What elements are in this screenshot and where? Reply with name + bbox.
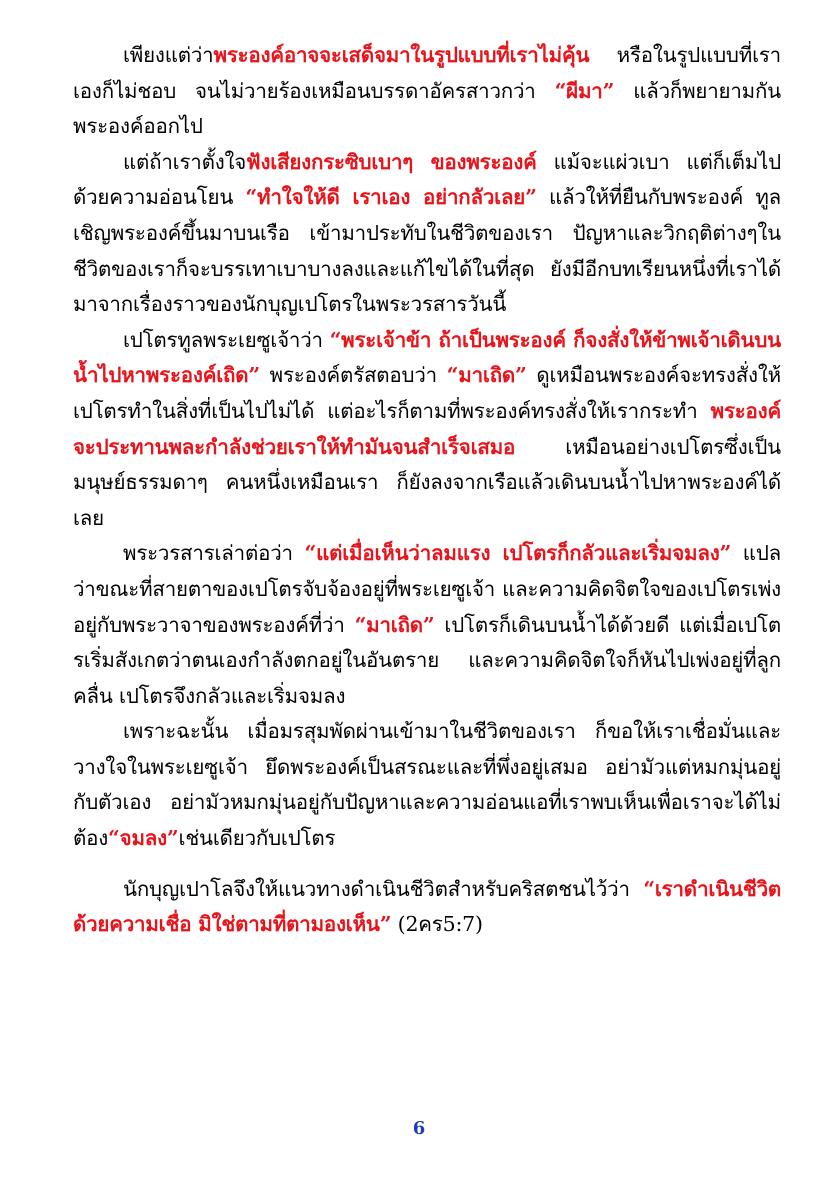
text-segment: แม้จะแผ่วเบา แต่ก็เต็มไปด้วยความอ่อนโยน [73, 149, 781, 210]
highlighted-text: “มาเถิด” [446, 363, 527, 388]
text-segment: นักบุญเปาโลจึงให้แนวทางดำเนินชีวิตสำหรับคริสตชนไว้ว่า [123, 876, 644, 901]
text-segment: แล้วก็พยายามกันพระองค์ออกไป [73, 78, 781, 139]
text-segment: แต่ถ้าเราตั้งใจ [123, 149, 247, 174]
text-segment: พระวรสารเล่าต่อว่า [123, 541, 305, 566]
text-segment: พระองค์ตรัสตอบว่า [259, 363, 447, 388]
highlighted-text: พระองค์จะประทานพละกำลังช่วยเราให้ทำมันจนสำเร็จเสมอ [73, 398, 781, 459]
text-segment: ดูเหมือนพระองค์จะทรงสั่งให้เปโตรทำในสิ่งที่เป็นไปไม่ได้ แต่อะไรก็ตามที่พระองค์ทรงสั่งให้เรากระทำ [73, 363, 781, 423]
text-segment: (2คร5:7) [391, 912, 483, 937]
highlighted-text: ฟังเสียงกระซิบเบาๆ ของพระองค์ [246, 149, 537, 174]
text-segment: เหมือนอย่างเปโตรซึ่งเป็นมนุษย์ธรรมดาๆ คนหนึ่งเหมือนเรา ก็ยังลงจากเรือแล้วเดินบนน้ำไปหาพระองค์ได้เลย [73, 434, 781, 530]
paragraph-1 [73, 38, 781, 145]
highlighted-text: “เราดำเนินชีวิตด้วยความเชื่อ มิใช่ตามที่ตามองเห็น” [73, 876, 781, 937]
highlighted-text: พระองค์อาจจะเสด็จมาในรูปแบบที่เราไม่คุ้น [213, 43, 590, 67]
text-segment: แปลว่าขณะที่สายตาของเปโตรจับจ้องอยู่ที่พระเยซูเจ้า และความคิดจิตใจของเปโตรเพ่งอยู่กับพระวาจาของพระองค์ที่ว่า [73, 541, 781, 637]
paragraph-2 [73, 145, 781, 323]
text-segment: เพราะฉะนั้น เมื่อมรสุมพัดผ่านเข้ามาในชีวิตของเรา ก็ขอให้เราเชื่อมั่นและวางใจในพระเยซูเจ้า ยึดพระองค์เป็นสรณะและที่พึ่งอยู่เสมอ อย่ามัวแต่หมกมุ่นอยู่กับตัวเอง อย่ามัวหมกมุ่นอยู่กับปัญหาและความอ่อนแอที่เราพบเห็นเพื่อเราจะได้ไม่ต้อง [73, 719, 781, 851]
text-segment: เปโตรก็เดินบนน้ำได้ด้วยดี แต่เมื่อเปโตรเริ่มสังเกตว่าตนเองกำลังตกอยู่ในอันตราย และความคิดจิตใจก็หันไปเพ่งอยู่ที่ลูกคลื่น เปโตรจึงกลัวและเริ่มจมลง [73, 612, 781, 708]
paragraph-6 [73, 872, 781, 943]
text-segment: เพียงแต่ว่า [123, 43, 214, 67]
text-segment: หรือในรูปแบบที่เราเองก็ไม่ชอบ จนไม่วายร้องเหมือนบรรดาอัครสาวกว่า [73, 43, 781, 103]
text-segment: เช่นเดียวกับเปโตร [178, 826, 336, 851]
paragraph-3 [73, 323, 781, 537]
page-number: 6 [412, 1118, 426, 1139]
highlighted-text: “ผีมา” [554, 78, 615, 103]
highlighted-text: “จมลง” [108, 826, 179, 851]
highlighted-text: “มาเถิด” [354, 612, 435, 637]
paragraph-5 [73, 714, 781, 856]
highlighted-text: “ทำใจให้ดี เราเอง อย่ากลัวเลย” [245, 185, 537, 210]
text-segment: แล้วให้ที่ยืนกับพระองค์ ทูลเชิญพระองค์ขึ้นมาบนเรือ เข้ามาประทับในชีวิตของเรา ปัญหาและวิกฤติต่างๆในชีวิตของเราก็จะบรรเทาเบาบางลงและแก้ไขได้ในที่สุด ยังมีอีกบทเรียนหนึ่งที่เราได้มาจากเรื่องราวของนักบุญเปโตรในพระวรสารวันนี้ [73, 185, 781, 317]
document-page [73, 38, 781, 943]
highlighted-text: “พระเจ้าข้า ถ้าเป็นพระองค์ ก็จงสั่งให้ข้าพเจ้าเดินบนน้ำไปหาพระองค์เถิด” [73, 327, 781, 388]
highlighted-text: “แต่เมื่อเห็นว่าลมแรง เปโตรก็กลัวและเริ่มจมลง” [304, 541, 732, 566]
text-segment: เปโตรทูลพระเยซูเจ้าว่า [123, 327, 330, 352]
paragraph-4 [73, 536, 781, 714]
